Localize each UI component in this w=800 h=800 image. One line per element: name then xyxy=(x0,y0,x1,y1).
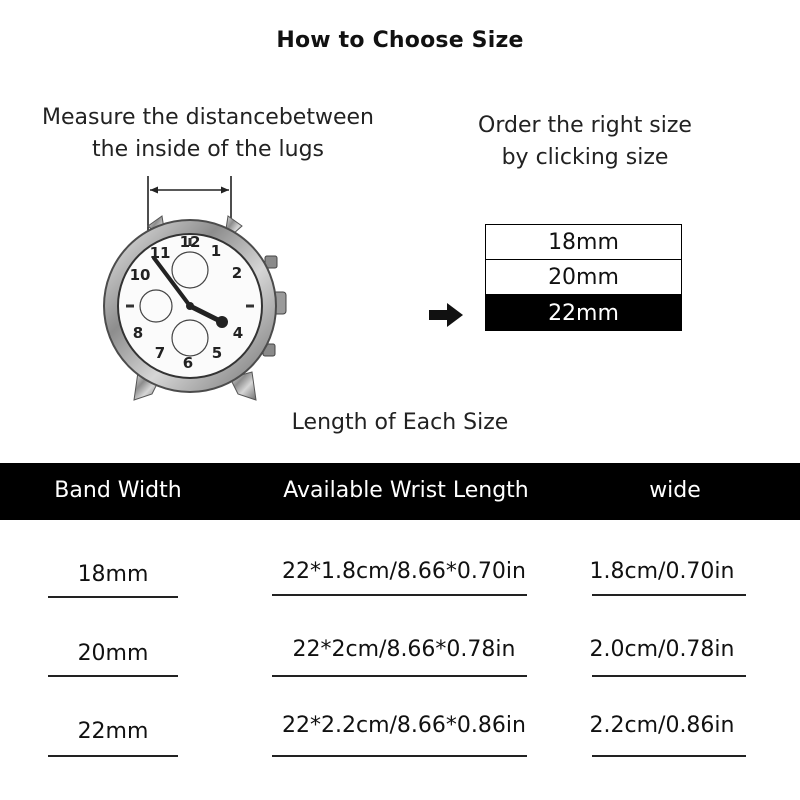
order-instruction-line-1: Order the right size xyxy=(478,113,692,138)
size-option-22mm[interactable]: 22mm xyxy=(485,295,682,331)
dial-number-4: 4 xyxy=(232,324,244,342)
dial-number-2: 2 xyxy=(231,264,243,282)
row-20mm-underline-3 xyxy=(592,675,746,677)
row-22mm-underline-1 xyxy=(48,755,178,757)
measure-instruction xyxy=(20,102,396,166)
measure-instruction-line-1: Measure the distancebetween xyxy=(42,105,374,130)
dial-number-8: 8 xyxy=(132,324,144,342)
measure-instruction-line-2: the inside of the lugs xyxy=(92,137,324,162)
size-option-18mm[interactable]: 18mm xyxy=(485,224,682,260)
dial-number-7: 7 xyxy=(154,344,166,362)
row-18mm-underline-2 xyxy=(272,594,527,596)
row-22mm-wide: 2.2cm/0.86in xyxy=(589,713,735,738)
size-option-20mm[interactable]: 20mm xyxy=(485,259,682,295)
row-22mm-underline-3 xyxy=(592,755,746,757)
row-18mm-wrist-length: 22*1.8cm/8.66*0.70in xyxy=(282,559,526,584)
row-20mm-wrist-length: 22*2cm/8.66*0.78in xyxy=(292,637,516,662)
arrow-right-icon xyxy=(428,302,464,328)
order-instruction xyxy=(440,110,730,174)
dial-number-6: 6 xyxy=(182,354,194,372)
header-wide: wide xyxy=(649,478,701,503)
watch-image xyxy=(100,212,290,402)
row-18mm-underline-1 xyxy=(48,596,178,598)
dial-number-1: 1 xyxy=(210,242,222,260)
table-title: Length of Each Size xyxy=(291,410,509,435)
header-band-width: Band Width xyxy=(54,478,182,503)
dial-number-5: 5 xyxy=(211,344,223,362)
row-20mm-band-width: 20mm xyxy=(77,641,149,666)
dial-number-10: 10 xyxy=(129,266,151,284)
row-22mm-underline-2 xyxy=(272,755,527,757)
order-instruction-line-2: by clicking size xyxy=(501,145,669,170)
row-20mm-underline-1 xyxy=(48,675,178,677)
page-title: How to Choose Size xyxy=(276,28,524,53)
row-18mm-underline-3 xyxy=(592,594,746,596)
row-22mm-band-width: 22mm xyxy=(77,719,149,744)
dial-number-11: 11 xyxy=(149,244,171,262)
row-20mm-underline-2 xyxy=(272,675,527,677)
row-18mm-wide: 1.8cm/0.70in xyxy=(589,559,735,584)
header-wrist-length: Available Wrist Length xyxy=(283,478,529,503)
row-18mm-band-width: 18mm xyxy=(77,562,149,587)
row-22mm-wrist-length: 22*2.2cm/8.66*0.86in xyxy=(282,713,526,738)
dial-number-12: 12 xyxy=(179,233,201,251)
row-20mm-wide: 2.0cm/0.78in xyxy=(589,637,735,662)
